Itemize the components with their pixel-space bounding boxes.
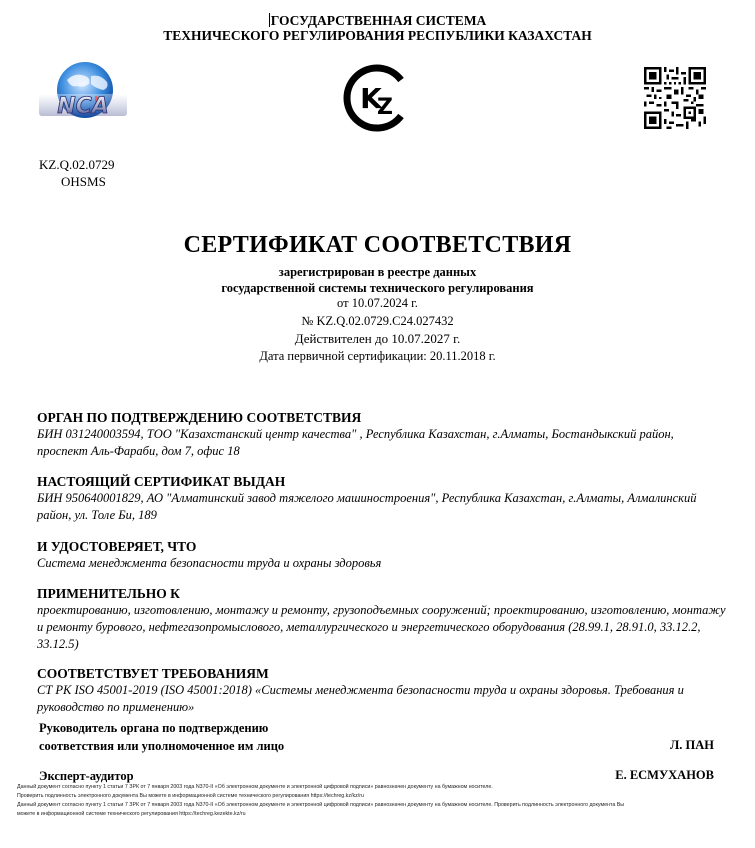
footnote-1: Данный документ согласно пункту 1 статьи 7 ЗРК от 7 января 2003 года N370-II «Об электронном документе и электронной цифровой подписи» равнозначен документу на бумажном носителе.: [17, 784, 493, 790]
section-applies-to: [37, 586, 727, 653]
svg-text:Z: Z: [377, 95, 393, 120]
state-system-header: [0, 13, 755, 43]
expert-name: Е. ЕСМУХАНОВ: [615, 768, 714, 782]
footnote-2: Проверить подлинность электронного документа Вы можете в информационной системе технического регулирования https://techreg.kz/kz/ru: [17, 793, 364, 799]
section-heading: ПРИМЕНИТЕЛЬНО К: [37, 586, 180, 601]
section-heading: СООТВЕТСТВУЕТ ТРЕБОВАНИЯМ: [37, 666, 269, 681]
section-heading: И УДОСТОВЕРЯЕТ, ЧТО: [37, 539, 197, 554]
issue-date: от 10.07.2024 г.: [337, 296, 418, 310]
section-certifies: [37, 539, 727, 572]
header-line-1: ГОСУДАРСТВЕННАЯ СИСТЕМА: [270, 13, 487, 28]
expert-label: Эксперт-аудитор: [39, 769, 134, 783]
registration-block: [39, 156, 114, 190]
registration-details: [0, 265, 755, 365]
qr-code-icon: [644, 67, 706, 129]
certificate-number: № KZ.Q.02.0729.C24.027432: [301, 313, 454, 328]
footnote-3: Данный документ согласно пункту 1 статьи 7 ЗРК от 7 января 2003 года N370-II «Об электронном документе и электронной цифровой подписи» равнозначен документу на бумажном носителе. Проверить подлинность электронного документа Вы: [17, 802, 625, 808]
registration-number: KZ.Q.02.0729: [39, 157, 115, 172]
section-text: БИН 031240003594, ТОО "Казахстанский центр качества" , Республика Казахстан, г.Алматы, Бостандыкский район, проспект Аль-Фараби, дом 7, офис 18: [37, 427, 674, 458]
head-label-line-1: Руководитель органа по подтверждению: [39, 721, 269, 735]
page-title: СЕРТИФИКАТ СООТВЕТСТВИЯ: [183, 232, 572, 258]
svg-text:K: K: [360, 82, 382, 115]
header-line-2: ТЕХНИЧЕСКОГО РЕГУЛИРОВАНИЯ РЕСПУБЛИКИ КАЗАХСТАН: [163, 28, 592, 43]
kz-conformity-mark-icon: [341, 62, 411, 134]
head-signatory-name: Л. ПАН: [669, 738, 714, 752]
registry-line-1: зарегистрирован в реестре данных: [278, 265, 477, 279]
head-label-line-2: соответствия или уполномоченное им лицо: [39, 739, 285, 753]
section-certification-body: [37, 410, 727, 460]
footnote-4: можете в информационной системе технического регулирования https://techreg.kezekte.kz/ru: [17, 811, 246, 817]
section-text: проектированию, изготовлению, монтажу и ремонту, грузоподъемных сооружений; проектированию, изготовлению, монтажу и ремонту бурового, нефтегазопромыслового, металлургического и энергетического оборудования (28.99.1, 28.91.0, 33.12.2, 33.12.5): [37, 603, 726, 651]
section-text: СТ РК ISO 45001-2019 (ISO 45001:2018) «Системы менеджмента безопасности труда и охраны здоровья. Требования и руководство по применению»: [37, 683, 684, 714]
valid-until: Действителен до 10.07.2027 г.: [294, 331, 461, 346]
section-text: Система менеджмента безопасности труда и охраны здоровья: [37, 556, 382, 570]
registration-type: OHSMS: [61, 174, 106, 189]
nca-logo-icon: [35, 60, 131, 126]
section-text: БИН 950640001829, АО "Алматинский завод тяжелого машиностроения", Республика Казахстан, г.Алматы, Алмалинский район, ул. Толе Би, 189: [37, 491, 697, 522]
section-issued-to: [37, 474, 727, 524]
section-heading: НАСТОЯЩИЙ СЕРТИФИКАТ ВЫДАН: [37, 474, 286, 489]
section-heading: ОРГАН ПО ПОДТВЕРЖДЕНИЮ СООТВЕТСТВИЯ: [37, 410, 362, 425]
head-signature-label: [39, 719, 284, 755]
registry-line-2: государственной системы технического регулирования: [221, 280, 534, 295]
section-complies-with: [37, 666, 727, 716]
first-certification-date: Дата первичной сертификации: 20.11.2018 г.: [259, 349, 496, 363]
svg-text:NCA: NCA: [57, 94, 109, 119]
text-cursor: [269, 13, 270, 27]
legal-footnotes: [17, 783, 737, 819]
